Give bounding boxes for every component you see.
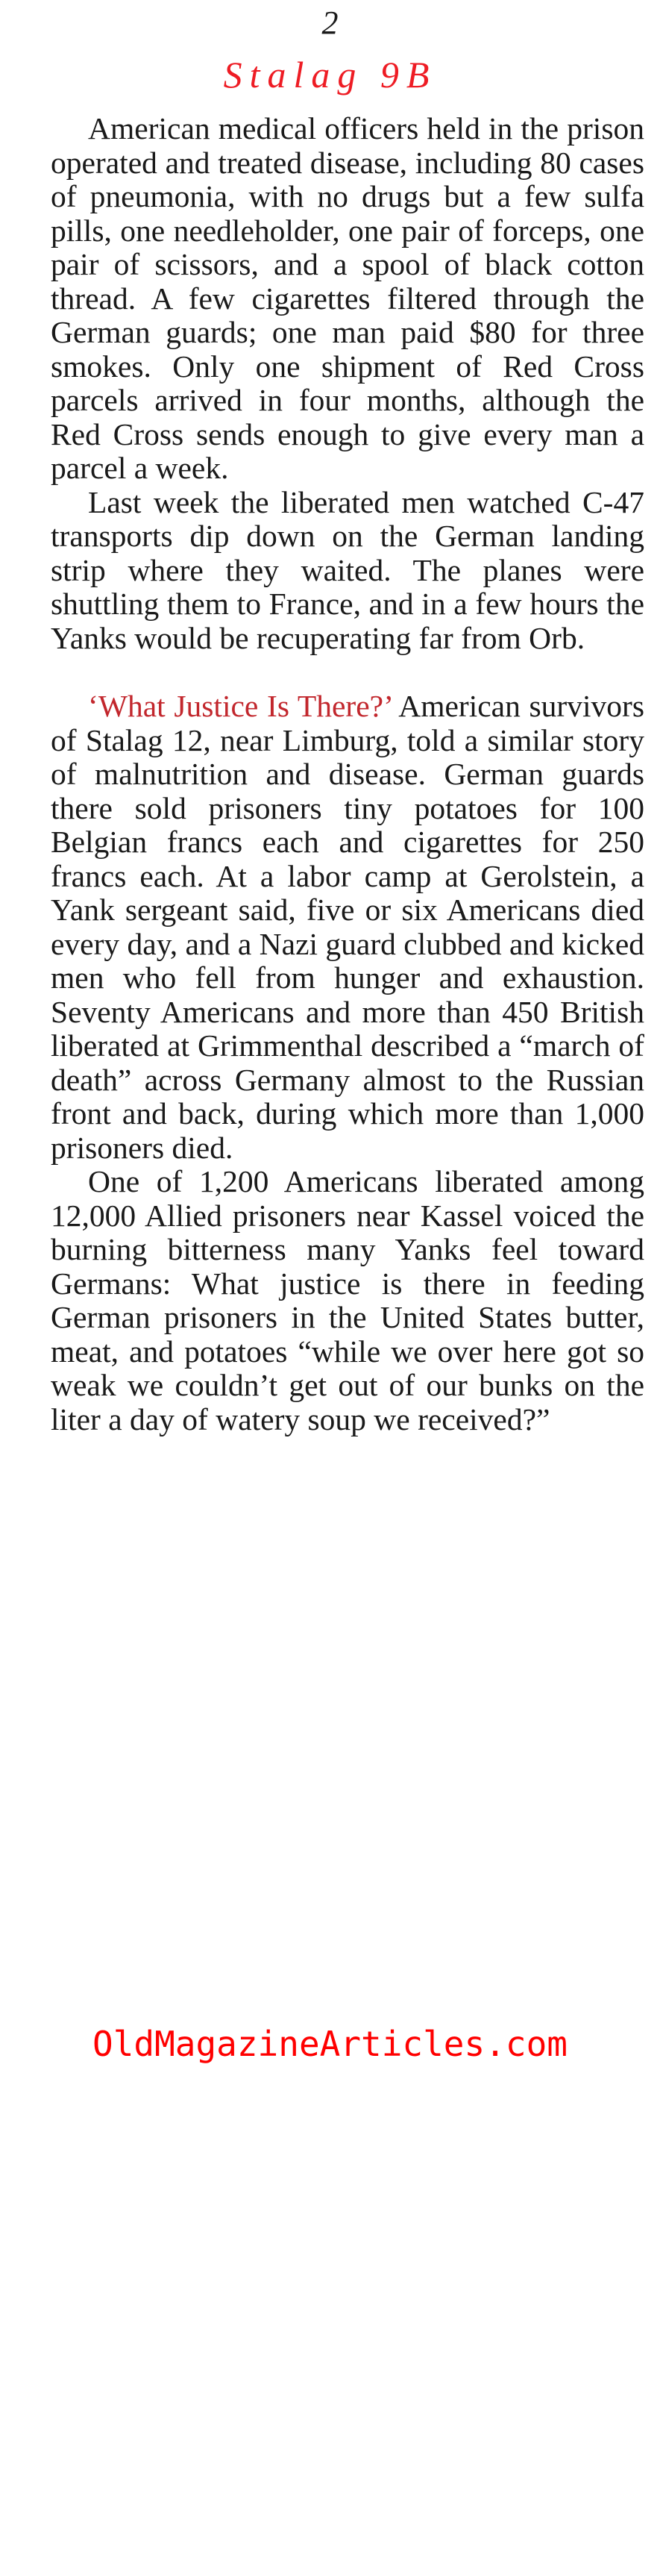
section-paragraph — [51, 690, 644, 1165]
page-number: 2 — [321, 4, 339, 41]
section-subheading: ‘What Justice Is There?’ — [88, 689, 392, 723]
article-body — [51, 112, 644, 1437]
paragraph: American medical officers held in the prison operated and treated disease, including 80 cases of pneumonia, with no drugs but a few sulfa pills, one needleholder, one pair of forceps, one pair of scissors, and a spool of black cotton thread. A few cigarettes filtered through the German guards; one man paid $80 for three smokes. Only one shipment of Red Cross parcels arrived in four months, although the Red Cross sends enough to give every man a parcel a week. — [51, 111, 644, 485]
article-heading: Stalag 9B — [223, 54, 437, 96]
paragraph: Last week the liberated men watched C-47 transports dip down on the German landing strip where they waited. The planes were shuttling them to France, and in a few hours the Yanks would be recuperating far from Orb. — [51, 484, 644, 655]
paragraph-text: American survivors of Stalag 12, near Limburg, told a similar story of malnutrition and disease. German guards there sold prisoners tiny potatoes for 100 Belgian francs each and cigarettes for 250 francs each. At a labor camp at Gerolstein, a Yank sergeant said, five or six Americans died every day, and a Nazi guard clubbed and kicked men who fell from hunger and exhaustion. Seventy Americans and more than 450 British liberated at Grimmenthal described a “march of death” across Germany almost to the Russian front and back, during which more than 1,000 prisoners died. — [51, 689, 644, 1165]
paragraph: One of 1,200 Americans liberated among 12,000 Allied prisoners near Kassel voiced the burning bitterness many Yanks feel toward Germans: What justice is there in feeding German prisoners in the United States butter, meat, and potatoes “while we over here got so weak we couldn’t get out of our bunks on the liter a day of watery soup we received?” — [51, 1164, 644, 1437]
source-watermark: OldMagazineArticles.com — [92, 2024, 568, 2064]
